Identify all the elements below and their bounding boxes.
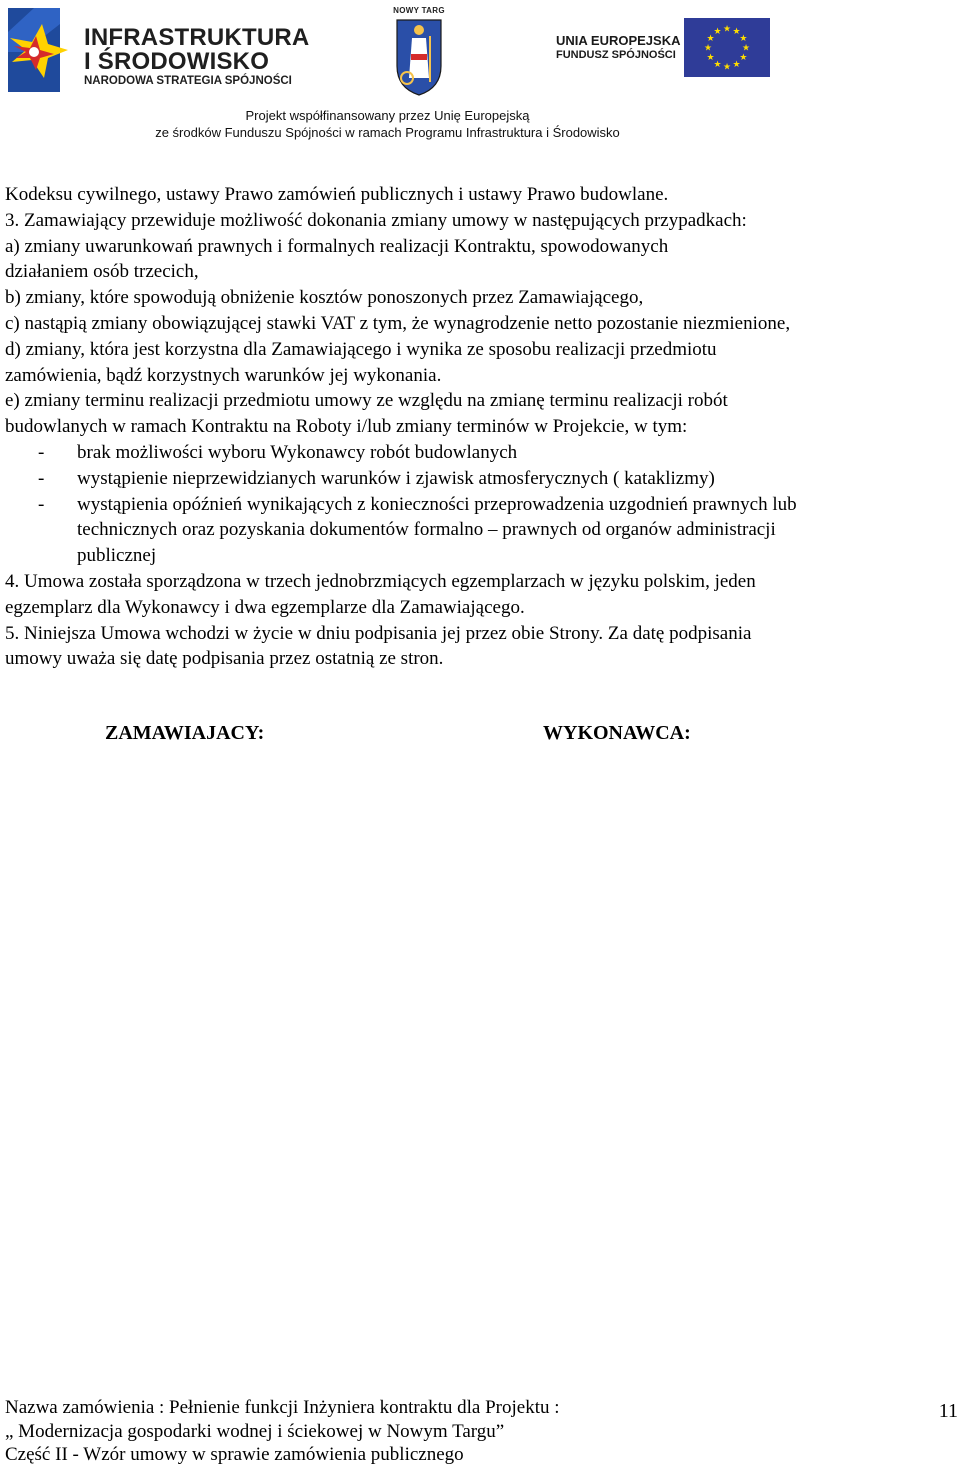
- eu-star-icon: ★: [722, 23, 732, 34]
- eu-star-icon: ★: [703, 42, 713, 53]
- text-line: Kodeksu cywilnego, ustawy Prawo zamówień publicznych i ustawy Prawo budowlane.: [5, 184, 669, 205]
- bullet-text: publicznej: [77, 545, 157, 567]
- eu-star-icon: ★: [713, 26, 722, 37]
- text-line: b) zmiany, które spowodują obniżenie kosztów ponoszonych przez Zamawiającego,: [5, 287, 644, 309]
- bullet-item: [5, 466, 950, 492]
- bullet-item: [5, 440, 950, 466]
- text-line: zamówienia, bądź korzystnych warunków jej wykonania.: [5, 364, 442, 386]
- cofinancing-line-2: ze środków Funduszu Spójności w ramach Programu Infrastruktura i Środowisko: [155, 125, 620, 140]
- text-line: 5. Niniejsza Umowa wchodzi w życie w dniu podpisania jej przez obie Strony. Za datę podpisania: [5, 622, 752, 644]
- page-number: 11: [938, 1400, 958, 1422]
- infrastruktura-srodowisko-logo: [4, 2, 310, 94]
- nowy-targ-caption: NOWY TARG: [393, 6, 445, 15]
- text-line: budowlanych w ramach Kontraktu na Roboty i/lub zmiany terminów w Projekcie, w tym:: [5, 416, 688, 438]
- bullet-item: [5, 492, 950, 518]
- text-line: 4. Umowa została sporządzona w trzech jednobrzmiących egzemplarzach w języku polskim, jeden: [5, 570, 756, 592]
- closing-paragraphs: [5, 569, 950, 672]
- bullet-item: [5, 543, 950, 569]
- eu-cohesion-fund-logo: [556, 18, 771, 78]
- bullet-text: wystąpienie nieprzewidzianych warunków i zjawisk atmosferycznych ( kataklizmy): [77, 467, 715, 489]
- bullet-dash: [5, 517, 77, 543]
- page-header: [0, 0, 960, 150]
- bullet-dash: -: [38, 467, 45, 489]
- eu-star-icon: ★: [732, 26, 741, 37]
- eu-star-icon: ★: [739, 52, 748, 62]
- bullet-dash: -: [38, 493, 45, 515]
- cofinancing-line-1: Projekt współfinansowany przez Unię Europejską: [245, 108, 530, 123]
- bullet-item: [5, 517, 950, 543]
- bullet-text: brak możliwości wyboru Wykonawcy robót budowlanych: [77, 441, 518, 463]
- nss-emblem-icon: [4, 2, 76, 94]
- paragraph-block: [5, 182, 950, 440]
- contract-body: [5, 182, 950, 672]
- client-signature-label: ZAMAWIAJACY:: [105, 722, 265, 744]
- footer-line-2: „ Modernizacja gospodarki wodnej i ściekowej w Nowym Targu”: [5, 1420, 505, 1442]
- text-line: działaniem osób trzecich,: [5, 261, 199, 283]
- logo-title-line1: INFRASTRUKTURA: [84, 24, 310, 51]
- text-line: a) zmiany uwarunkowań prawnych i formalnych realizacji Kontraktu, spowodowanych: [5, 235, 669, 257]
- footer-line-3: Część II - Wzór umowy w sprawie zamówienia publicznego: [5, 1444, 464, 1465]
- bullet-dash: -: [38, 441, 45, 463]
- signature-block: [0, 722, 960, 752]
- eu-star-icon: ★: [722, 61, 732, 72]
- bullet-text: wystąpienia opóźnień wynikających z konieczności przeprowadzenia uzgodnień prawnych lub: [77, 493, 797, 515]
- footer-line-1: Nazwa zamówienia : Pełnienie funkcji Inżyniera kontraktu dla Projektu :: [5, 1397, 560, 1418]
- eu-star-icon: ★: [713, 58, 722, 69]
- logo-subtitle: NARODOWA STRATEGIA SPÓJNOŚCI: [84, 75, 292, 87]
- eu-subtitle: FUNDUSZ SPÓJNOŚCI: [556, 49, 676, 61]
- nowy-targ-coat-of-arms: [393, 6, 445, 96]
- eu-title: UNIA EUROPEJSKA: [556, 33, 681, 48]
- text-line: d) zmiany, która jest korzystna dla Zamawiającego i wynika ze sposobu realizacji przedmiotu: [5, 338, 717, 360]
- coat-of-arms-icon: [394, 16, 444, 96]
- text-line: 3. Zamawiający przewiduje możliwość dokonania zmiany umowy w następujących przypadkach:: [5, 209, 747, 231]
- eu-star-icon: ★: [741, 42, 751, 53]
- eu-flag-icon: [684, 18, 770, 77]
- bullet-list: [5, 440, 950, 569]
- contractor-signature-label: WYKONAWCA:: [543, 722, 691, 744]
- logo-title-line2: I ŚRODOWISKO: [84, 48, 270, 75]
- bullet-dash: [5, 543, 77, 569]
- text-line: c) nastąpią zmiany obowiązującej stawki VAT z tym, że wynagrodzenie netto pozostanie niezmienione,: [5, 312, 791, 334]
- text-line: e) zmiany terminu realizacji przedmiotu umowy ze względu na zmianę terminu realizacji robót: [5, 390, 728, 412]
- text-line: umowy uważa się datę podpisania przez ostatnią ze stron.: [5, 648, 444, 670]
- text-line: egzemplarz dla Wykonawcy i dwa egzemplarze dla Zamawiającego.: [5, 596, 525, 618]
- eu-star-icon: ★: [706, 52, 715, 62]
- eu-star-icon: ★: [739, 33, 748, 43]
- eu-star-icon: ★: [732, 58, 741, 69]
- bullet-text: technicznych oraz pozyskania dokumentów formalno – prawnych od organów administracji: [77, 519, 776, 541]
- eu-star-icon: ★: [706, 33, 715, 43]
- page-footer: [5, 1396, 935, 1467]
